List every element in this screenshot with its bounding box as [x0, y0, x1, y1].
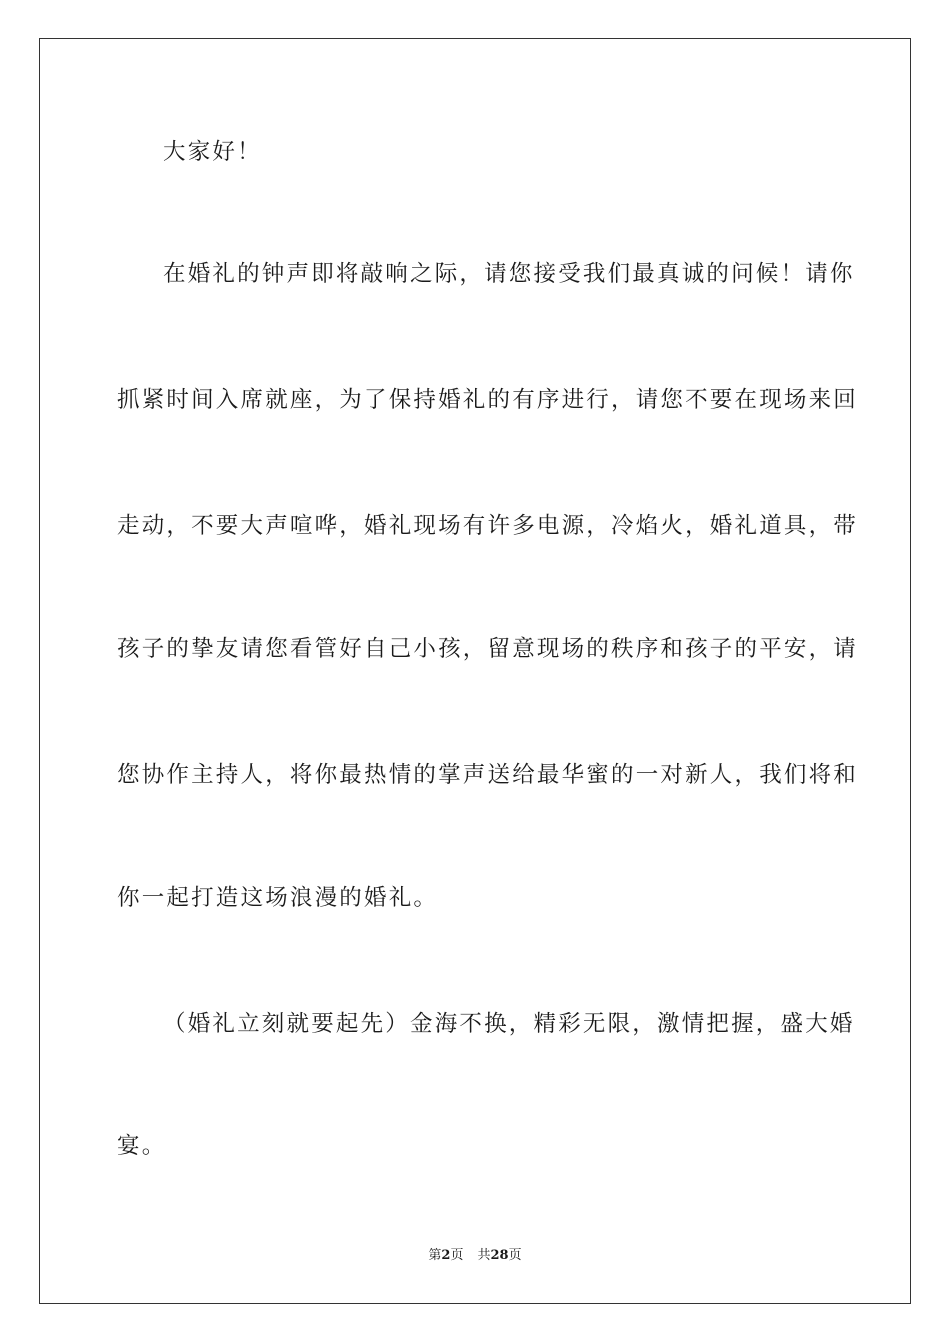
paragraph-line: （婚礼立刻就要起先）金海不换，精彩无限，激情把握，盛大婚 — [163, 1011, 855, 1037]
paragraph-line: 走动，不要大声喧哗，婚礼现场有许多电源，冷焰火，婚礼道具，带 — [117, 513, 859, 539]
paragraph-line: 您协作主持人，将你最热情的掌声送给最华蜜的一对新人，我们将和 — [117, 762, 859, 788]
page-footer — [0, 1247, 950, 1265]
paragraph-line: 你一起打造这场浪漫的婚礼。 — [117, 885, 439, 911]
total-pages: 28 — [490, 1248, 509, 1263]
total-suffix: 页 — [508, 1248, 522, 1263]
page-prefix: 第 — [428, 1248, 442, 1263]
greeting-line: 大家好！ — [163, 139, 262, 165]
page-border — [39, 38, 911, 1304]
paragraph-line: 宴。 — [117, 1133, 167, 1159]
total-prefix: 共 — [477, 1248, 491, 1263]
paragraph-line: 抓紧时间入席就座，为了保持婚礼的有序进行，请您不要在现场来回 — [117, 387, 859, 413]
paragraph-line: 孩子的挚友请您看管好自己小孩，留意现场的秩序和孩子的平安，请 — [117, 636, 859, 662]
page-suffix: 页 — [450, 1248, 464, 1263]
page-number: 2 — [441, 1248, 451, 1263]
paragraph-line: 在婚礼的钟声即将敲响之际，请您接受我们最真诚的问候！请你 — [163, 261, 855, 287]
